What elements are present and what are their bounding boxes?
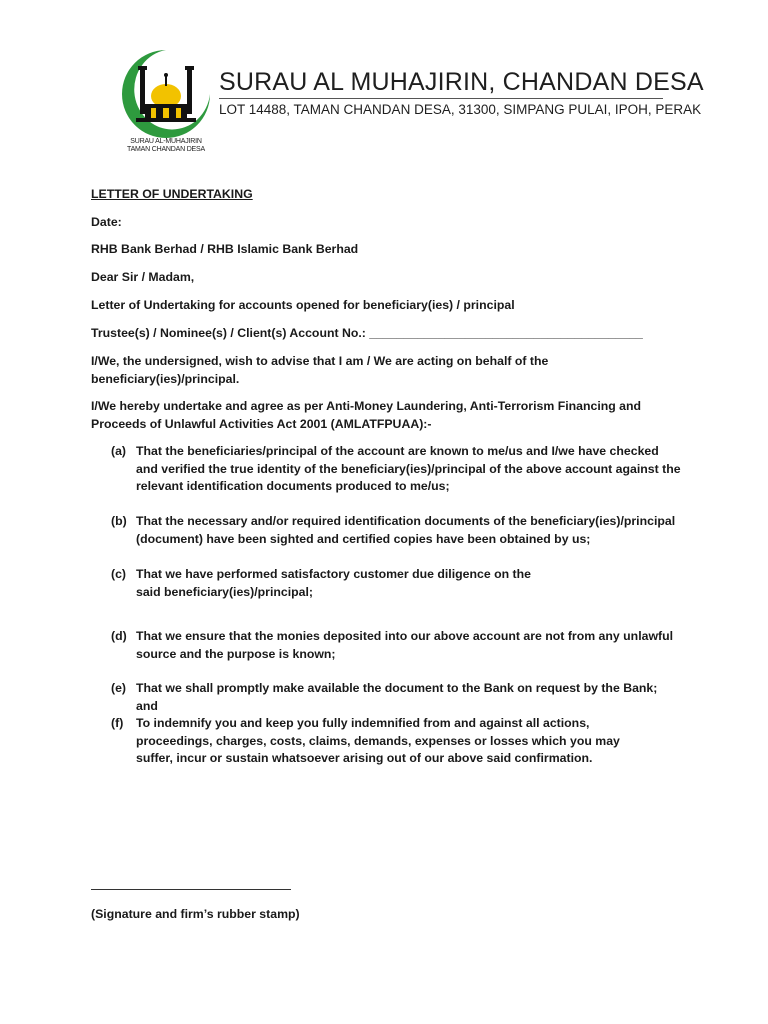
signature-caption: (Signature and firm’s rubber stamp) — [91, 907, 300, 921]
list-item-text: That we ensure that the monies deposited into our above account are not from any unlawful source and the purpose is known; — [136, 629, 674, 661]
account-number-line: Trustee(s) / Nominee(s) / Client(s) Account No.: ________________________________________ — [91, 326, 643, 340]
organization-address: LOT 14488, TAMAN CHANDAN DESA, 31300, SIMPANG PULAI, IPOH, PERAK — [219, 102, 702, 117]
list-item-label: (e) — [111, 681, 127, 695]
paragraph-acting-on-behalf: I/We, the undersigned, wish to advise that I am / We are acting on behalf of the beneficiary(ies)/principal. — [91, 354, 549, 386]
list-item-text: That we have performed satisfactory customer due diligence on the said beneficiary(ies)/principal; — [136, 567, 531, 599]
paragraph-undertaking: I/We hereby undertake and agree as per Anti-Money Laundering, Anti-Terrorism Financing and Proceeds of Unlawful Activities Act 2001 (AMLATFPUAA):- — [91, 399, 642, 431]
header-divider — [219, 98, 663, 99]
salutation: Dear Sir / Madam, — [91, 270, 195, 284]
logo-caption-line1: SURAU AL-MUHAJIRIN — [130, 138, 202, 145]
list-item-text: That the necessary and/or required identification documents of the beneficiary(ies)/principal (document) have been sighted and certified copies have been obtained by us; — [136, 514, 676, 546]
bank-name: RHB Bank Berhad / RHB Islamic Bank Berhad — [91, 242, 359, 256]
list-item-label: (c) — [111, 567, 127, 581]
letter-title: LETTER OF UNDERTAKING — [91, 187, 253, 201]
list-item-text: That we shall promptly make available the document to the Bank on request by the Bank; and — [136, 681, 658, 713]
mosque-icon — [116, 48, 216, 140]
list-item-label: (d) — [111, 629, 127, 643]
list-item-label: (f) — [111, 716, 124, 730]
list-item-label: (b) — [111, 514, 127, 528]
signature-line — [91, 889, 291, 890]
list-item-text: That the beneficiaries/principal of the account are known to me/us and I/we have checked and verified the true identity of the beneficiary(ies)/principal of the above account against the relevant identification documents produced to me/us; — [136, 444, 681, 493]
logo-caption-line2: TAMAN CHANDAN DESA — [127, 146, 205, 153]
date-label: Date: — [91, 215, 122, 229]
organization-name: SURAU AL MUHAJIRIN, CHANDAN DESA — [219, 68, 704, 96]
subject-line: Letter of Undertaking for accounts opened for beneficiary(ies) / principal — [91, 298, 515, 312]
logo-caption — [116, 138, 216, 154]
list-item-label: (a) — [111, 444, 127, 458]
list-item-text: To indemnify you and keep you fully indemnified from and against all actions, proceedings, charges, costs, claims, demands, expenses or losses which you may suffer, incur or sustain whatsoever arising out of our above said confirmation. — [136, 716, 620, 765]
